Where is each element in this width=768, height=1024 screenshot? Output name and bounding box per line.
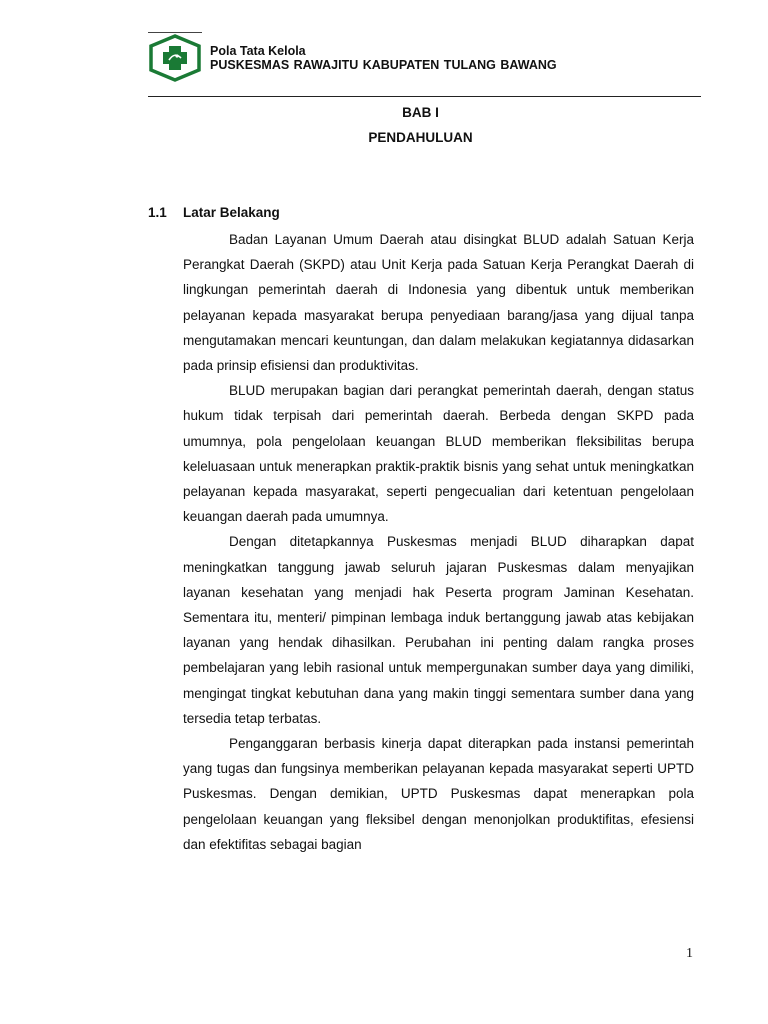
body-text [183,227,694,857]
paragraph: BLUD merupakan bagian dari perangkat pemerintah daerah, dengan status hukum tidak terpisah dari pemerintah daerah. Berbeda dengan SKPD pada umumnya, pola pengelolaan keuangan BLUD memberikan fleksibilitas berupa keleluasaan untuk menerapkan praktik-praktik bisnis yang sehat untuk meningkatkan pelayanan kepada masyarakat, seperti pengecualian dari ketentuan pengelolaan keuangan daerah pada umumnya. [183,383,694,525]
section-heading [148,205,280,220]
document-header [210,44,557,72]
paragraph: Dengan ditetapkannya Puskesmas menjadi BLUD diharapkan dapat meningkatkan tanggung jawab seluruh jajaran Puskesmas dalam menyajikan layanan kesehatan yang menjadi hak Peserta program Jaminan Kesehatan. Sementara itu, menteri/ pimpinan lembaga induk bertanggung jawab atas kebijakan layanan yang hendak dihasilkan. Perubahan ini penting dalam rangka proses pembelajaran yang lebih rasional untuk mempergunakan sumber daya yang dimiliki, mengingat tingkat kebutuhan dana yang makin tinggi sementara sumber dana yang tersedia tetap terbatas. [183,534,694,726]
puskesmas-logo [148,34,202,82]
section-number: 1.1 [148,205,167,220]
paragraph: Penganggaran berbasis kinerja dapat diterapkan pada instansi pemerintah yang tugas dan fungsinya memberikan pelayanan kepada masyarakat seperti UPTD Puskesmas. Dengan demikian, UPTD Puskesmas dapat menerapkan pola pengelolaan keuangan yang fleksibel dengan menonjolkan produktifitas, efesiensi dan efektifitas sebagai bagian [183,736,694,852]
puskesmas-logo-icon [148,34,202,82]
header-subtitle: Pola Tata Kelola [210,44,306,58]
chapter-number: BAB I [402,105,439,120]
chapter-title: PENDAHULUAN [368,130,473,145]
header-divider [148,96,701,97]
paragraph: Badan Layanan Umum Daerah atau disingkat BLUD adalah Satuan Kerja Perangkat Daerah (SKPD) atau Unit Kerja pada Satuan Kerja Perangkat Daerah di lingkungan pemerintah daerah di Indonesia yang dibentuk untuk memberikan pelayanan kepada masyarakat berupa penyediaan barang/jasa yang dijual tanpa mengutamakan mencari keuntungan, dan dalam melakukan kegiatannya didasarkan pada prinsip efisiensi dan produktivitas. [183,232,694,374]
section-title: Latar Belakang [183,205,280,220]
header-institution: PUSKESMAS RAWAJITU KABUPATEN TULANG BAWANG [210,58,557,72]
page-number: 1 [686,946,693,961]
header-top-line [148,32,202,33]
